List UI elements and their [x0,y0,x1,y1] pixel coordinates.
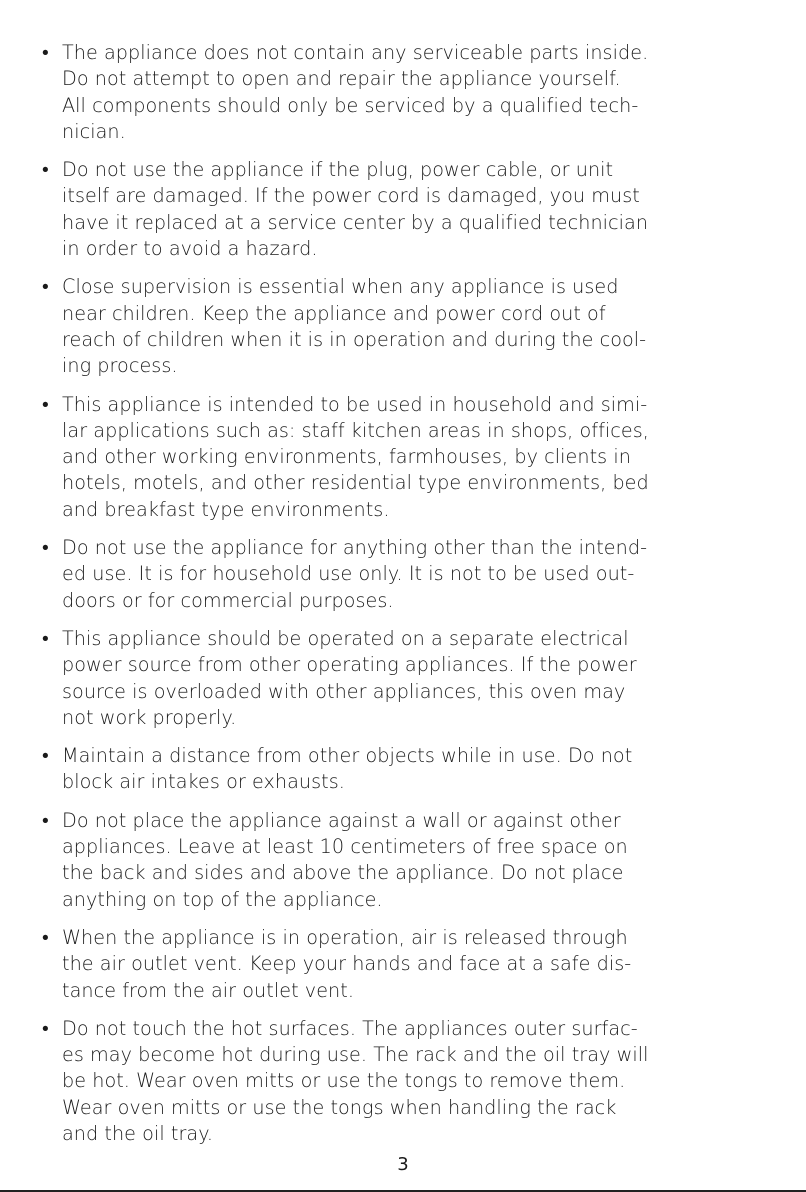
bullet-text-line: Do not place the appliance against a wall or against other [62,808,621,832]
bullet-text-line: Wear oven mitts or use the tongs when handling the rack [62,1095,617,1119]
bullet-dot-icon: • [42,536,49,560]
bullet-dot-icon: • [42,744,49,768]
bullet-text-line: hotels, motels, and other residential type environments, bed [62,471,649,495]
bullet-text-line: This appliance is intended to be used in household and simi- [62,392,648,416]
bullet-text-line: be hot. Wear oven mitts or use the tongs to remove them. [62,1069,626,1093]
bullet-item [42,808,782,913]
bullet-text-line: in order to avoid a hazard. [62,237,318,261]
bullet-text-line: Do not touch the hot surfaces. The appliances outer surfac- [62,1016,638,1040]
bullet-item [42,535,782,614]
bullet-text-line: Do not attempt to open and repair the appliance yourself. [62,67,621,91]
bullet-text-line: and the oil tray. [62,1121,214,1145]
bullet-text-line: doors or for commercial purposes. [62,588,394,612]
bullet-text-line: not work properly. [62,705,237,729]
bullet-item [42,743,782,796]
bullet-item [42,1016,782,1147]
bullet-text-line: Do not use the appliance for anything other than the intend- [62,536,648,560]
bullet-text-line: the back and sides and above the appliance. Do not place [62,861,624,885]
bullet-text-line: Do not use the appliance if the plug, power cable, or unit [62,158,614,182]
bullet-dot-icon: • [42,626,49,650]
bullet-item [42,157,782,262]
bullet-text-line: es may become hot during use. The rack and the oil tray will [62,1043,649,1067]
page-number: 3 [397,1154,409,1175]
bullet-text-line: the air outlet vent. Keep your hands and face at a safe dis- [62,952,632,976]
bullet-text-line: All components should only be serviced by a qualified tech- [62,93,639,117]
bullet-text-line: source is overloaded with other appliances, this oven may [62,679,626,703]
bullet-text-line: The appliance does not contain any serviceable parts inside. [62,41,649,64]
bullet-dot-icon: • [42,808,49,832]
bullet-text-line: near children. Keep the appliance and power cord out of [62,301,606,325]
bullet-text-line: anything on top of the appliance. [62,887,383,911]
bullet-item [42,925,782,1004]
bullet-text [62,808,782,913]
bullet-text-line: When the appliance is in operation, air is released through [62,925,628,949]
bullet-text [62,392,782,523]
bullet-dot-icon: • [42,275,49,299]
bullet-dot-icon: • [42,158,49,182]
bullet-text-line: Maintain a distance from other objects while in use. Do not [62,744,633,768]
bullet-dot-icon: • [42,41,49,64]
bullet-text-line: ed use. It is for household use only. It is not to be used out- [62,562,635,586]
bullet-dot-icon: • [42,392,49,416]
bullet-text [62,157,782,262]
bullet-dot-icon: • [42,1016,49,1040]
bullet-dot-icon: • [42,925,49,949]
bullet-text-line: lar applications such as: staff kitchen areas in shops, offices, [62,418,649,442]
bullet-text-line: power source from other operating appliances. If the power [62,653,637,677]
bullet-text [62,535,782,614]
bullet-text [62,743,782,796]
bullet-text-line: itself are damaged. If the power cord is damaged, you must [62,184,640,208]
bullet-text [62,274,782,379]
bullet-text-line: nician. [62,119,126,143]
bullet-item [42,626,782,731]
bullet-text-line: This appliance should be operated on a separate electrical [62,626,629,650]
bullet-text-line: block air intakes or exhausts. [62,770,345,794]
bullet-text-line: tance from the air outlet vent. [62,978,354,1002]
bullet-text-line: ing process. [62,354,178,378]
bullet-text-line: appliances. Leave at least 10 centimeters of free space on [62,835,628,859]
bullet-text [62,1016,782,1147]
bullet-text-line: have it replaced at a service center by a qualified technician [62,210,649,234]
bullet-text [62,40,782,145]
bullet-item [42,274,782,379]
bullet-text-line: and breakfast type environments. [62,497,390,521]
bullet-item [42,40,782,145]
bullet-text [62,925,782,1004]
safety-bullet-list [42,40,782,1159]
bullet-text-line: and other working environments, farmhouses, by clients in [62,445,631,469]
bullet-text-line: Close supervision is essential when any appliance is used [62,275,619,299]
bullet-item [42,392,782,523]
bullet-text-line: reach of children when it is in operation and during the cool- [62,327,647,351]
bullet-text [62,626,782,731]
